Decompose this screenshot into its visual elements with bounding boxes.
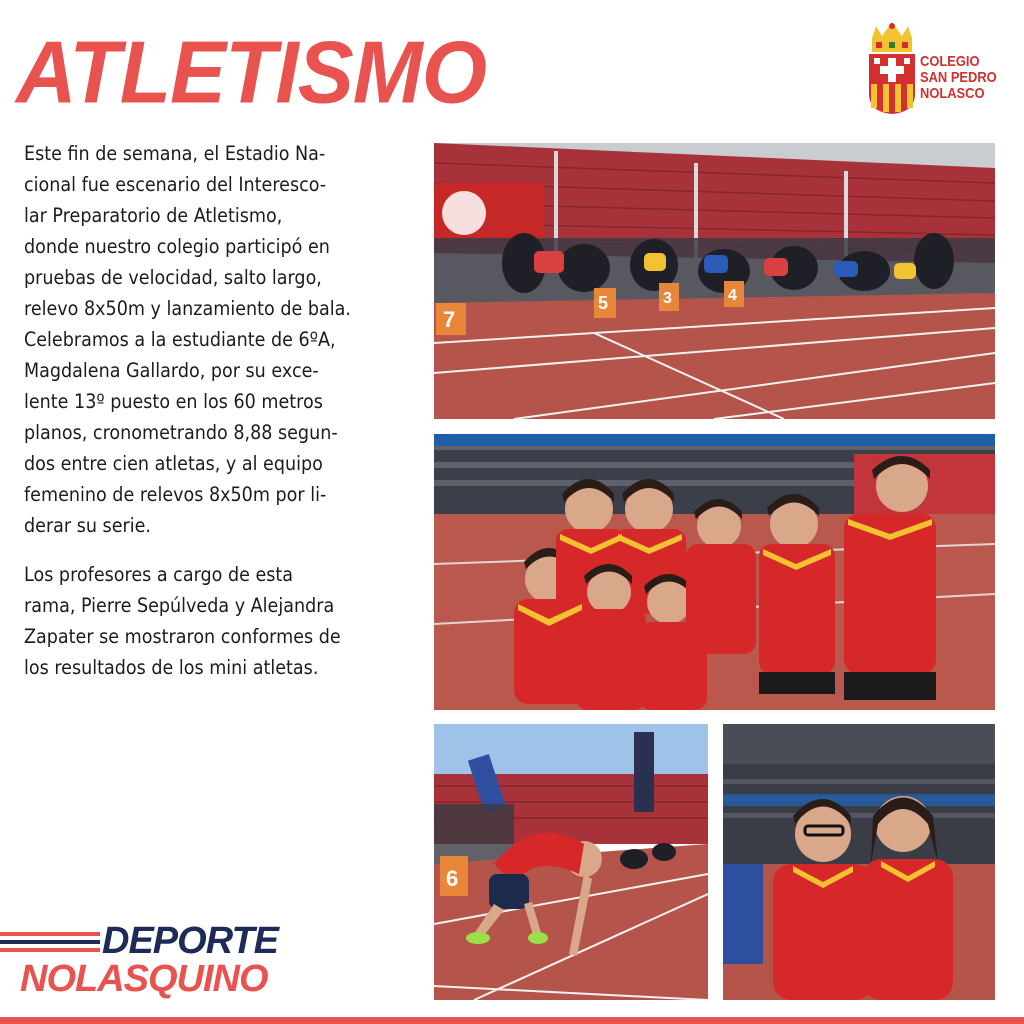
photo-relay-team (434, 434, 995, 710)
lane-number-3: 3 (663, 290, 672, 307)
article-line: Este fin de semana, el Estadio Na- (24, 142, 326, 165)
lane-number-5: 5 (598, 293, 609, 313)
page-title: ATLETISMO (16, 22, 487, 122)
article-line: los resultados de los mini atletas. (24, 656, 319, 679)
school-logo (866, 22, 1006, 116)
article-line: rama, Pierre Sepúlveda y Alejandra (24, 594, 335, 617)
brand-mark (0, 920, 279, 1010)
lane-number-7: 7 (443, 307, 456, 332)
article-body (24, 138, 404, 701)
article-line: donde nuestro colegio participó en (24, 235, 330, 258)
school-crest-icon (866, 22, 918, 116)
article-line: dos entre cien atletas, y al equipo (24, 452, 323, 475)
article-line: lar Preparatorio de Atletismo, (24, 204, 283, 227)
school-name-line2: SAN PEDRO (920, 69, 997, 86)
article-line: Magdalena Gallardo, por su exce- (24, 359, 319, 382)
photo-starting-blocks (434, 724, 708, 1000)
article-line: planos, cronometrando 8,88 segun- (24, 421, 338, 444)
speed-stripes-icon (0, 930, 110, 956)
article-line: cional fue escenario del Interesco- (24, 173, 327, 196)
article-line: Zapater se mostraron conformes de (24, 625, 341, 648)
brand-line-nolasquino: NOLASQUINO (20, 958, 268, 1000)
photo-two-athletes (723, 724, 995, 1000)
article-line: femenino de relevos 8x50m por li- (24, 483, 327, 506)
article-line: Los profesores a cargo de esta (24, 563, 294, 586)
brand-line-deporte: DEPORTE (102, 920, 279, 962)
article-paragraph-1 (24, 138, 404, 541)
article-line: relevo 8x50m y lanzamiento de bala. (24, 297, 351, 320)
article-paragraph-2 (24, 559, 404, 683)
article-line: lente 13º puesto en los 60 metros (24, 390, 323, 413)
school-name (920, 54, 997, 102)
bottom-accent-bar (0, 1017, 1024, 1024)
article-line: Celebramos a la estudiante de 6ºA, (24, 328, 336, 351)
lane-number-6: 6 (446, 866, 459, 891)
school-name-line3: NOLASCO (920, 85, 985, 102)
lane-number-4: 4 (728, 287, 737, 304)
article-line: derar su serie. (24, 514, 151, 537)
article-line: pruebas de velocidad, salto largo, (24, 266, 322, 289)
school-name-line1: COLEGIO (920, 53, 980, 70)
photo-sprint-start (434, 143, 995, 419)
